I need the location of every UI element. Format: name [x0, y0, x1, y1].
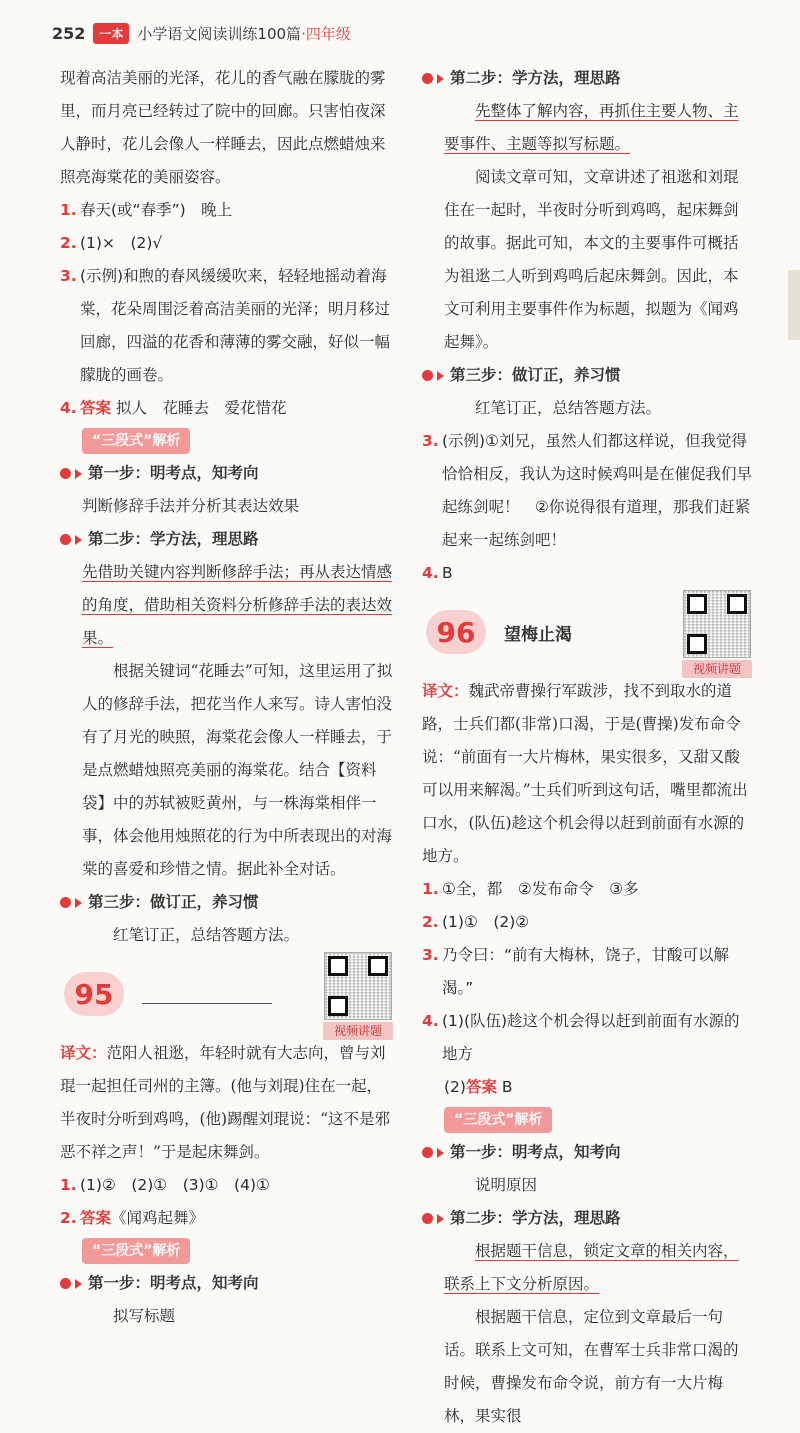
arrow-right-icon: [437, 371, 444, 381]
three-step-badge: “三段式”解析: [444, 1107, 552, 1133]
video-qr[interactable]: [323, 952, 393, 1040]
video-lesson-label: 视频讲题: [323, 1022, 393, 1040]
arrow-right-icon: [75, 1279, 82, 1289]
step-3-heading: 第三步：做订正，养习惯: [60, 886, 393, 919]
book-series-title: 小学语文阅读训练100篇: [137, 24, 302, 43]
step-1-heading: 第一步：明考点，知考向: [60, 1267, 393, 1300]
item-number: 4.: [60, 399, 77, 417]
qr-code-icon: [324, 952, 392, 1020]
step-1-text: 判断修辞手法并分析其表达效果: [82, 497, 300, 515]
arrow-right-icon: [75, 469, 82, 479]
item-number: 2.: [60, 234, 77, 252]
section-95-header: [60, 952, 393, 1036]
page-edge-tab: [788, 270, 800, 340]
answer-1: 1. 春天(或“春季”) 晚上: [60, 194, 393, 227]
qr-code-icon: [683, 590, 751, 658]
bullet-dot-icon: [422, 73, 433, 84]
answer-95-1: 1. (1)② (2)① (3)① (4)①: [60, 1169, 393, 1202]
item-number: 3.: [422, 946, 439, 964]
step-3-text: 红笔订正，总结答题方法。: [475, 399, 662, 417]
translation-96: 译文：魏武帝曹操行军跋涉，找不到取水的道路，士兵们都(非常)口渴，于是(曹操)发布命令说：“前面有一大片梅林，果实很多，又甜又酸可以用来解渴。”士兵们听到这句话，嘴里都流出口水，(队伍)趁这个机会得以赶到前面有水源的地方。: [422, 681, 748, 865]
translation-continued: 现着高洁美丽的光泽，花儿的香气融在朦胧的雾里，而月亮已经转过了院中的回廊。只害怕夜深人静时，花儿会像人一样睡去，因此点燃蜡烛来照亮海棠花的美丽姿容。: [60, 69, 386, 186]
item-number: 3.: [60, 267, 77, 285]
item-number: 4.: [422, 564, 439, 582]
answer-96-3: 3. 乃令曰：“前有大梅林，饶子，甘酸可以解渴。”: [422, 939, 752, 1005]
step-2-heading: 第二步：学方法，理思路: [422, 62, 752, 95]
three-step-badge: “三段式”解析: [82, 428, 190, 454]
step-1-text: 拟写标题: [113, 1307, 176, 1325]
arrow-right-icon: [437, 74, 444, 84]
left-column: [60, 62, 393, 1333]
arrow-right-icon: [437, 1214, 444, 1224]
step-1-heading: 第一步：明考点，知考向: [422, 1136, 752, 1169]
section-title: 望梅止渴: [504, 624, 572, 645]
answer-4: 4. B: [422, 557, 752, 590]
item-number: 2.: [60, 1209, 77, 1227]
page-number: 252: [52, 23, 86, 43]
step-1-heading: 第一步：明考点，知考向: [60, 457, 393, 490]
answer-label: 答案: [80, 399, 112, 417]
video-qr[interactable]: [682, 590, 752, 678]
answer-96-4: 4. (1)(队伍)趁这个机会得以赶到前面有水源的地方: [422, 1005, 752, 1071]
item-number: 4.: [422, 1012, 439, 1030]
three-step-badge: “三段式”解析: [82, 1238, 190, 1264]
answer-95-2: 2. 答案《闻鸡起舞》: [60, 1202, 393, 1235]
item-number: 1.: [60, 1176, 77, 1194]
right-column: [422, 62, 752, 1433]
step-2-heading: 第二步：学方法，理思路: [60, 523, 393, 556]
bullet-dot-icon: [60, 534, 71, 545]
brand-logo: 一本: [93, 23, 129, 44]
answer-3: 3. (示例)和煦的春风缓缓吹来，轻轻地摇动着海棠，花朵周围泛着高洁美丽的光泽；明月移过回廊，四溢的花香和薄薄的雾交融，好似一幅朦胧的画卷。: [60, 260, 393, 392]
analysis-text: 根据题干信息，定位到文章最后一句话。联系上文可知，在曹军士兵非常口渴的时候，曹操发布命令说，前方有一大片梅林，果实很: [444, 1308, 739, 1425]
answer-2: 2. (1)× (2)√: [60, 227, 393, 260]
bullet-dot-icon: [422, 370, 433, 381]
step-2-heading: 第二步：学方法，理思路: [422, 1202, 752, 1235]
arrow-right-icon: [75, 535, 82, 545]
bullet-dot-icon: [60, 1278, 71, 1289]
answer-3: 3. (示例)①刘兄，虽然人们都这样说，但我觉得恰恰相反，我认为这时候鸡叫是在催促我们早起练剑呢！ ②你说得很有道理，那我们赶紧起来一起练剑吧！: [422, 425, 752, 557]
section-number-badge: 95: [64, 972, 124, 1016]
answer-96-4-2: (2)答案 B: [444, 1078, 513, 1096]
arrow-right-icon: [437, 1148, 444, 1158]
item-number: 1.: [422, 880, 439, 898]
bullet-dot-icon: [422, 1147, 433, 1158]
answer-96-2: 2. (1)① (2)②: [422, 906, 752, 939]
item-number: 3.: [422, 432, 439, 450]
step-2-text: 先借助关键内容判断修辞手法；再从表达情感的角度，借助相关资料分析修辞手法的表达效果。: [82, 563, 393, 647]
step-3-text: 红笔订正，总结答题方法。: [113, 926, 300, 944]
translation-95: 译文：范阳人祖逖，年轻时就有大志向，曾与刘琨一起担任司州的主簿。(他与刘琨)住在一起，半夜时分听到鸡鸣，(他)踢醒刘琨说：“这不是邪恶不祥之声！”于是起床舞剑。: [60, 1043, 391, 1161]
arrow-right-icon: [75, 898, 82, 908]
bullet-dot-icon: [60, 468, 71, 479]
step-1-text: 说明原因: [475, 1176, 538, 1194]
step-2-text: 先整体了解内容，再抓住主要人物、主要事件、主题等拟写标题。: [444, 102, 739, 153]
analysis-text: 阅读文章可知，文章讲述了祖逖和刘琨住在一起时，半夜时分听到鸡鸣，起床舞剑的故事。据此可知，本文的主要事件可概括为祖逖二人听到鸡鸣后起床舞剑。因此，本文可利用主要事件作为标题，拟题为《闻鸡起舞》。: [444, 168, 739, 351]
bullet-dot-icon: [422, 1213, 433, 1224]
bullet-dot-icon: [60, 897, 71, 908]
section-number-badge: 96: [426, 610, 486, 654]
page-header: [52, 20, 351, 46]
item-number: 2.: [422, 913, 439, 931]
analysis-text: 根据关键词“花睡去”可知，这里运用了拟人的修辞手法，把花当作人来写。诗人害怕没有了月光的映照，海棠花会像人一样睡去，于是点燃蜡烛照亮美丽的海棠花。结合【资料袋】中的苏轼被贬黄州，与一株海棠相伴一事，体会他用烛照花的行为中所表现出的对海棠的喜爱和珍惜之情。据此补全对话。: [82, 662, 393, 878]
answer-96-1: 1. ①全，都 ②发布命令 ③多: [422, 873, 752, 906]
step-2-text: 根据题干信息，锁定文章的相关内容，联系上下文分析原因。: [444, 1242, 739, 1293]
answer-4: 4. 答案 拟人 花睡去 爱花惜花: [60, 392, 393, 425]
item-number: 1.: [60, 201, 77, 219]
grade-label: ·四年级: [301, 24, 351, 43]
title-blank-line: [142, 985, 272, 1004]
step-3-heading: 第三步：做订正，养习惯: [422, 359, 752, 392]
video-lesson-label: 视频讲题: [682, 660, 752, 678]
section-96-header: [422, 590, 752, 674]
